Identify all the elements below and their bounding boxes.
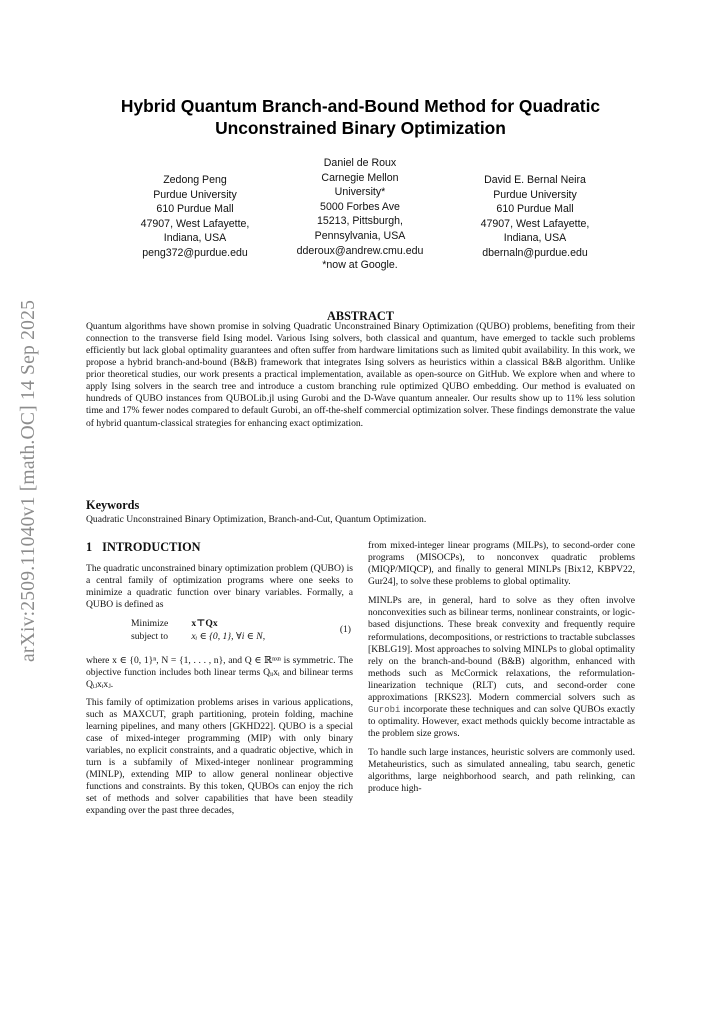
author-address: Indiana, USA: [163, 232, 227, 245]
author-name: Zedong Peng: [163, 174, 227, 186]
equation-row-objective: [131, 618, 218, 629]
intro-paragraph-3: This family of optimization problems arises in various applications, such as MAXCUT, graph partitioning, protein folding, machine learning pipelines, and many others [GKHD22]. QUBO is a special case of mixed-integer programming (MIP) with only binary variables, no explicit constraints, and a quadratic objective, which in turn is a subfamily of Mixed-integer nonlinear programming (MINLP), extending MIP to allow general nonlinear objective functions and constraints. By this token, QUBOs can enjoy the rich set of methods and solver capabilities that have been steadily expanding over the past three decades,: [86, 696, 353, 817]
equation-expression: xᵢ ∈ {0, 1}, ∀i ∈ N,: [191, 631, 266, 643]
author-address: 47907, West Lafayette,: [480, 217, 590, 230]
abstract-text: Quantum algorithms have shown promise in solving Quadratic Unconstrained Binary Optimization (QUBO) problems, benefiting from their connection to the transverse field Ising model. Various Ising solvers, both classical and quantum, have emerged to tackle such problems efficiently but lack global optimality guarantees and often suffer from hardware limitations such as limited qubit availability. In this work, we propose a hybrid branch-and-bound (B&B) framework that integrates Ising solvers as heuristics within a classical B&B algorithm. Unlike prior theoretical studies, our work presents a practical implementation, available as open-source on GitHub. We explore when and where to apply Ising solvers in the search tree and introduce a custom branching rule optimized QUBO embedding. Our method is evaluated on hundreds of QUBO instances from QUBOLib.jl using Gurobi and the D-Wave quantum annealer. Our results show up to 11% less solution time and 17% fewer nodes compared to default Gurobi, an off-the-shelf commercial optimization solver. These findings demonstrate the value of hybrid quantum-classical strategies for enhancing exact optimization.: [86, 321, 635, 429]
section-heading: [86, 540, 353, 556]
keywords-text: Quadratic Unconstrained Binary Optimization, Branch-and-Cut, Quantum Optimization.: [86, 514, 427, 525]
right-column: [368, 540, 635, 801]
equation-number: (1): [339, 624, 351, 636]
equation-label: Minimize: [131, 618, 169, 630]
paper-title: Hybrid Quantum Branch-and-Bound Method for Quadratic Unconstrained Binary Optimization: [120, 96, 601, 138]
author-address: 610 Purdue Mall: [156, 203, 234, 216]
author-address: Indiana, USA: [503, 232, 567, 245]
intro-paragraph-1: The quadratic unconstrained binary optimization problem (QUBO) is a central family of optimization programs where one seeks to minimize a quadratic function over binary variables. Formally, a QUBO is defined as: [86, 563, 353, 611]
intro-paragraph-2: where x ∈ {0, 1}ⁿ, N = {1, . . . , n}, and Q ∈ ℝⁿˣⁿ is symmetric. The objective function includes both linear terms Qᵢᵢxᵢ and bilinear terms Qᵢⱼxᵢxⱼ.: [86, 655, 353, 691]
author-address: 610 Purdue Mall: [496, 203, 574, 216]
author-email: dderoux@andrew.cmu.edu: [296, 244, 424, 257]
section-number: 1: [86, 540, 93, 554]
author-address: 5000 Forbes Ave: [320, 200, 400, 213]
intro-paragraph-4: from mixed-integer linear programs (MILPs), to second-order cone programs (MISOCPs), to nonconvex quadratic problems (MIQP/MIQCP), and finally to general MINLPs [Bix12, KBPV22, Gur24], to solve these problems to global optimality.: [368, 540, 635, 588]
keywords-heading: Keywords: [86, 498, 140, 512]
author-email: dbernaln@purdue.edu: [482, 246, 588, 259]
author-name: David E. Bernal Neira: [484, 174, 586, 186]
intro-paragraph-6: To handle such large instances, heuristic solvers are commonly used. Metaheuristics, such as simulated annealing, tabu search, genetic algorithms, large neighborhood search, and path relinking, can produce high-: [368, 747, 635, 795]
author-affiliation: Purdue University: [153, 188, 237, 201]
author-address: Pennsylvania, USA: [314, 229, 406, 242]
intro-paragraph-5: [368, 595, 635, 740]
author-block-3: [455, 173, 615, 261]
arxiv-identifier: arXiv:2509.11040v1 [math.OC] 14 Sep 2025: [18, 299, 39, 663]
author-affiliation: Carnegie Mellon: [321, 171, 399, 184]
author-block-1: [120, 173, 270, 261]
author-address: 47907, West Lafayette,: [140, 217, 250, 230]
author-note: *now at Google.: [322, 259, 398, 272]
author-email: peng372@purdue.edu: [142, 246, 248, 259]
author-name: Daniel de Roux: [323, 157, 397, 169]
equation-expression: x⊤Qx: [191, 618, 218, 630]
abstract-heading: ABSTRACT: [327, 309, 394, 323]
equation-1: [86, 616, 353, 646]
paragraph-text: incorporate these techniques and can solve QUBOs exactly to optimality. However, exact methods quickly become intractable as the problem size grows.: [368, 704, 635, 740]
paragraph-text: MINLPs are, in general, hard to solve as they often involve nonconvexities such as bilinear terms, nonlinear constraints, or logic-based disjunctions. These break convexity and frequently require reformulations, decompositions, or restrictions to tractable subclasses [KBLG19]. Most approaches to solving MINLPs to global optimality rely on the branch-and-bound (B&B) algorithm, enhanced with methods such as McCormick relaxations, the reformulation-linearization technique (RLT) cuts, and second-order cone approximations [RKS23]. Modern commercial solvers such as: [368, 595, 635, 703]
equation-row-constraint: [131, 631, 265, 642]
author-affiliation: Purdue University: [493, 188, 577, 201]
solver-name-code: Gurobi: [368, 705, 401, 716]
left-column: [86, 540, 353, 822]
author-address: 15213, Pittsburgh,: [317, 215, 403, 228]
section-title: INTRODUCTION: [102, 540, 201, 554]
equation-label: subject to: [131, 631, 169, 643]
author-affiliation: University*: [334, 186, 386, 199]
author-block-2: [280, 156, 440, 273]
